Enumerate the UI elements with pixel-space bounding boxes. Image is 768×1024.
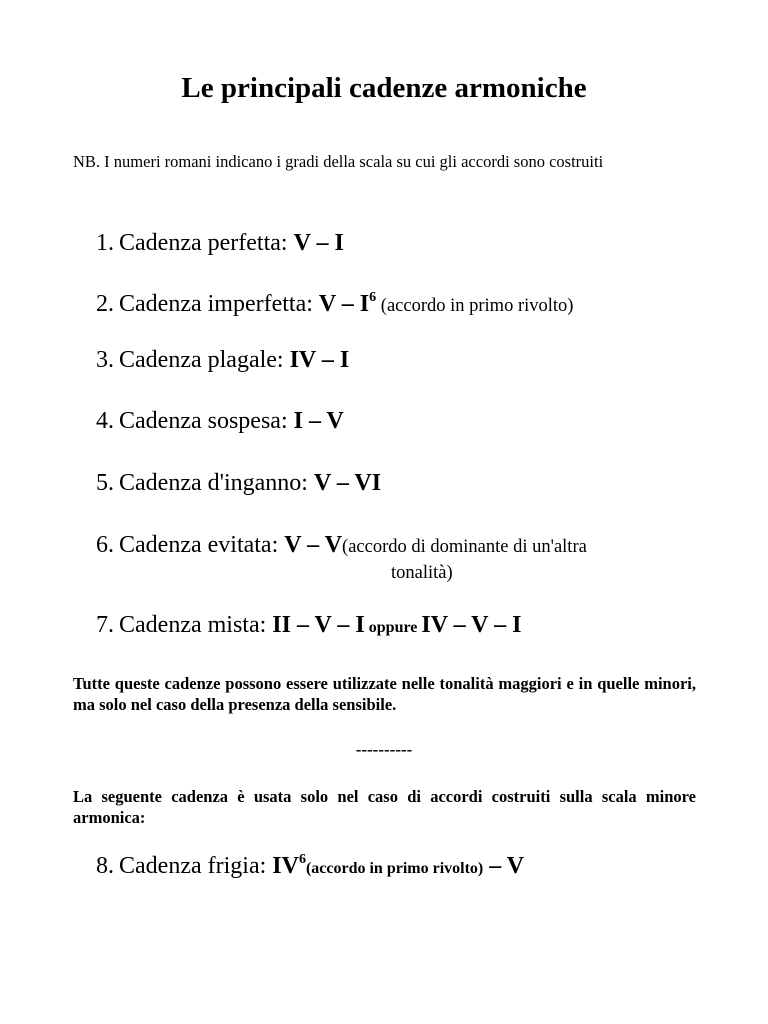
- cadence-chords: V – I: [293, 230, 344, 256]
- page-title: Le principali cadenze armoniche: [181, 72, 587, 104]
- cadence-note-continuation: tonalità): [391, 563, 453, 583]
- summary-paragraph: Tutte queste cadenze possono essere utilizzate nelle tonalità maggiori e in quelle minori, ma solo nel caso della presenza della sensibile.: [73, 674, 696, 714]
- cadence-item-6: [96, 530, 716, 583]
- cadence-name: Cadenza evitata:: [119, 532, 285, 558]
- cadence-item-8: [96, 851, 716, 884]
- connector-text: oppure: [364, 619, 422, 636]
- cadence-chords: V – VI: [313, 470, 382, 496]
- item-number: 8.: [96, 853, 114, 879]
- item-number: 2.: [96, 291, 114, 317]
- cadence-item-2: [96, 289, 716, 321]
- intro-note: NB. I numeri romani indicano i gradi della scala su cui gli accordi sono costruiti: [73, 152, 604, 171]
- cadence-item-1: [96, 228, 716, 258]
- cadence-note: (accordo in primo rivolto): [305, 860, 484, 877]
- cadence-note: (accordo di dominante di un'altra: [342, 537, 587, 557]
- cadence-name: Cadenza plagale:: [119, 347, 290, 373]
- cadence-item-3: [96, 345, 716, 375]
- item-number: 1.: [96, 230, 114, 256]
- cadence-chords-b: IV – V – I: [421, 612, 522, 638]
- inversion-superscript: 6: [298, 852, 306, 867]
- cadence-chords: V – I: [318, 291, 370, 317]
- cadence-item-7: [96, 610, 716, 643]
- section-divider: ----------: [355, 740, 413, 759]
- item-number: 3.: [96, 347, 114, 373]
- item-number: 7.: [96, 612, 114, 638]
- cadence-chords-a: II – V – I: [272, 612, 365, 638]
- cadence-chords-a: IV: [272, 853, 299, 879]
- cadence-name: Cadenza d'inganno:: [119, 470, 314, 496]
- item-number: 5.: [96, 470, 114, 496]
- item-number: 4.: [96, 408, 114, 434]
- cadence-chords: I – V: [293, 408, 344, 434]
- cadence-name: Cadenza mista:: [119, 612, 273, 638]
- item-number: 6.: [96, 532, 114, 558]
- cadence-name: Cadenza sospesa:: [119, 408, 294, 434]
- cadence-chords: V – V: [284, 532, 343, 558]
- cadence-chords-b: – V: [483, 853, 525, 879]
- cadence-name: Cadenza frigia:: [119, 853, 273, 879]
- minor-scale-note: La seguente cadenza è usata solo nel caso di accordi costruiti sulla scala minore armonica:: [73, 787, 696, 827]
- cadence-item-5: [96, 468, 716, 498]
- cadence-item-4: [96, 406, 716, 436]
- inversion-superscript: 6: [369, 290, 377, 305]
- cadence-chords: IV – I: [289, 347, 350, 373]
- cadence-name: Cadenza perfetta:: [119, 230, 294, 256]
- cadence-note: (accordo in primo rivolto): [376, 296, 574, 316]
- cadence-name: Cadenza imperfetta:: [119, 291, 319, 317]
